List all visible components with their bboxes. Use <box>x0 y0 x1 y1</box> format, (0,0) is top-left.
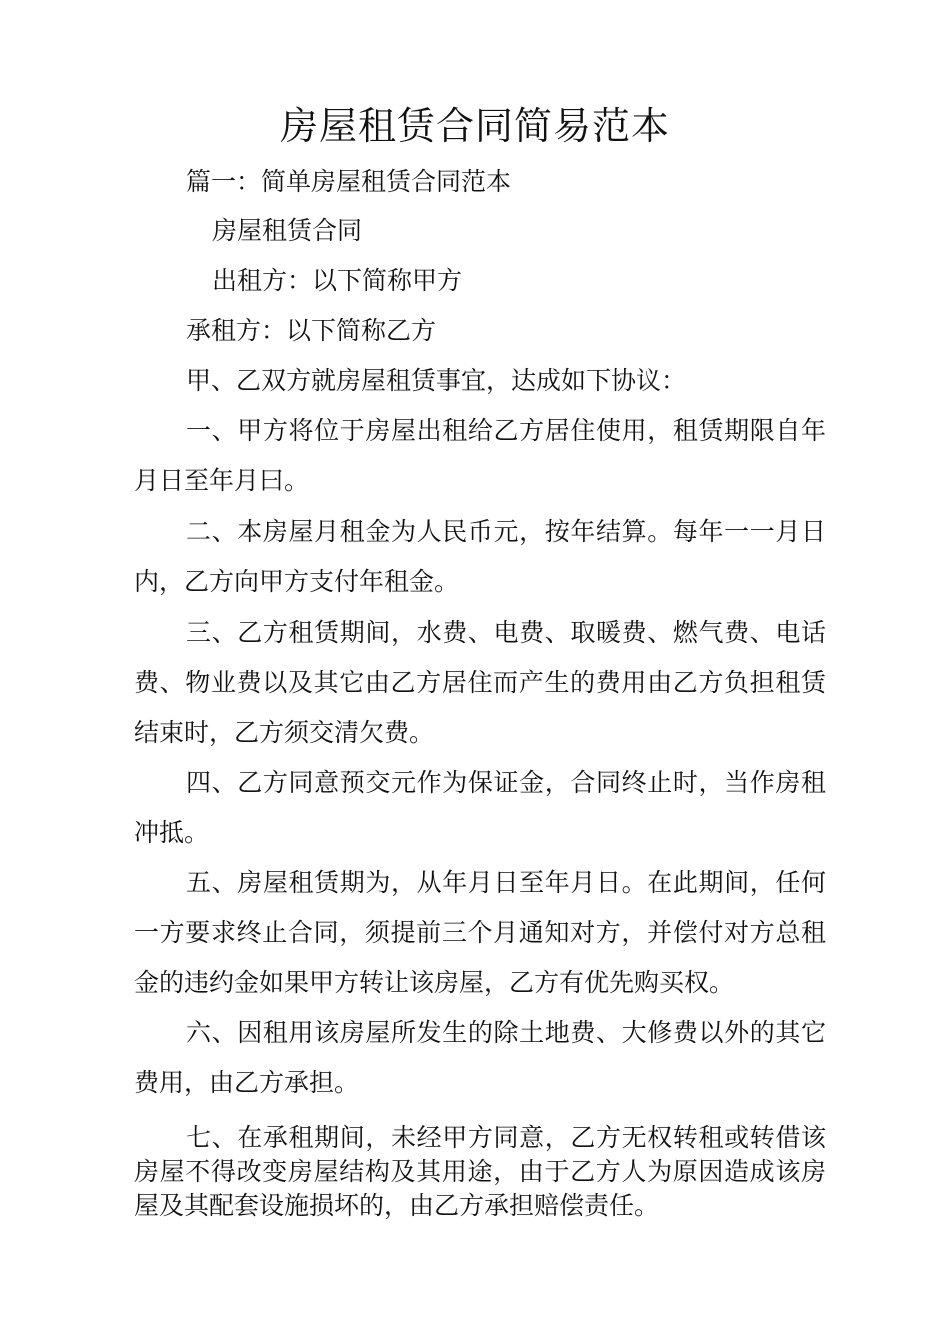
clause-6: 六、因租用该房屋所发生的除土地费、大修费以外的其它费用，由乙方承担。 <box>134 1018 826 1097</box>
document-title: 房屋租赁合同简易范本 <box>279 104 670 148</box>
clause-1: 一、甲方将位于房屋出租给乙方居住使用，租赁期限自年月日至年月曰。 <box>134 416 826 495</box>
agreement-intro: 甲、乙双方就房屋租赁事宜，达成如下协议： <box>186 366 687 395</box>
lessor-line: 出租方：以下简称甲方 <box>212 266 463 295</box>
clause-2: 二、本房屋月租金为人民币元，按年结算。每年一一月日内，乙方向甲方支付年租金。 <box>134 517 826 596</box>
clause-5: 五、房屋租赁期为，从年月日至年月日。在此期间，任何一方要求终止合同，须提前三个月通知对方，并偿付对方总租金的违约金如果甲方转让该房屋，乙方有优先购买权。 <box>134 868 826 997</box>
lessee-line: 承租方：以下简称乙方 <box>186 316 437 345</box>
clause-3: 三、乙方租赁期间，水费、电费、取暖费、燃气费、电话费、物业费以及其它由乙方居住而产生的费用由乙方负担租赁结束时，乙方须交清欠费。 <box>134 618 826 747</box>
contract-title: 房屋租赁合同 <box>212 216 363 245</box>
clause-4: 四、乙方同意预交元作为保证金，合同终止时，当作房租冲抵。 <box>134 768 826 847</box>
clause-7: 七、在承租期间，未经甲方同意，乙方无权转租或转借该房屋不得改变房屋结构及其用途，由于乙方人为原因造成该房屋及其配套设施损坏的，由乙方承担赔偿责任。 <box>134 1123 826 1220</box>
section-heading: 篇一：简单房屋租赁合同范本 <box>186 167 512 196</box>
